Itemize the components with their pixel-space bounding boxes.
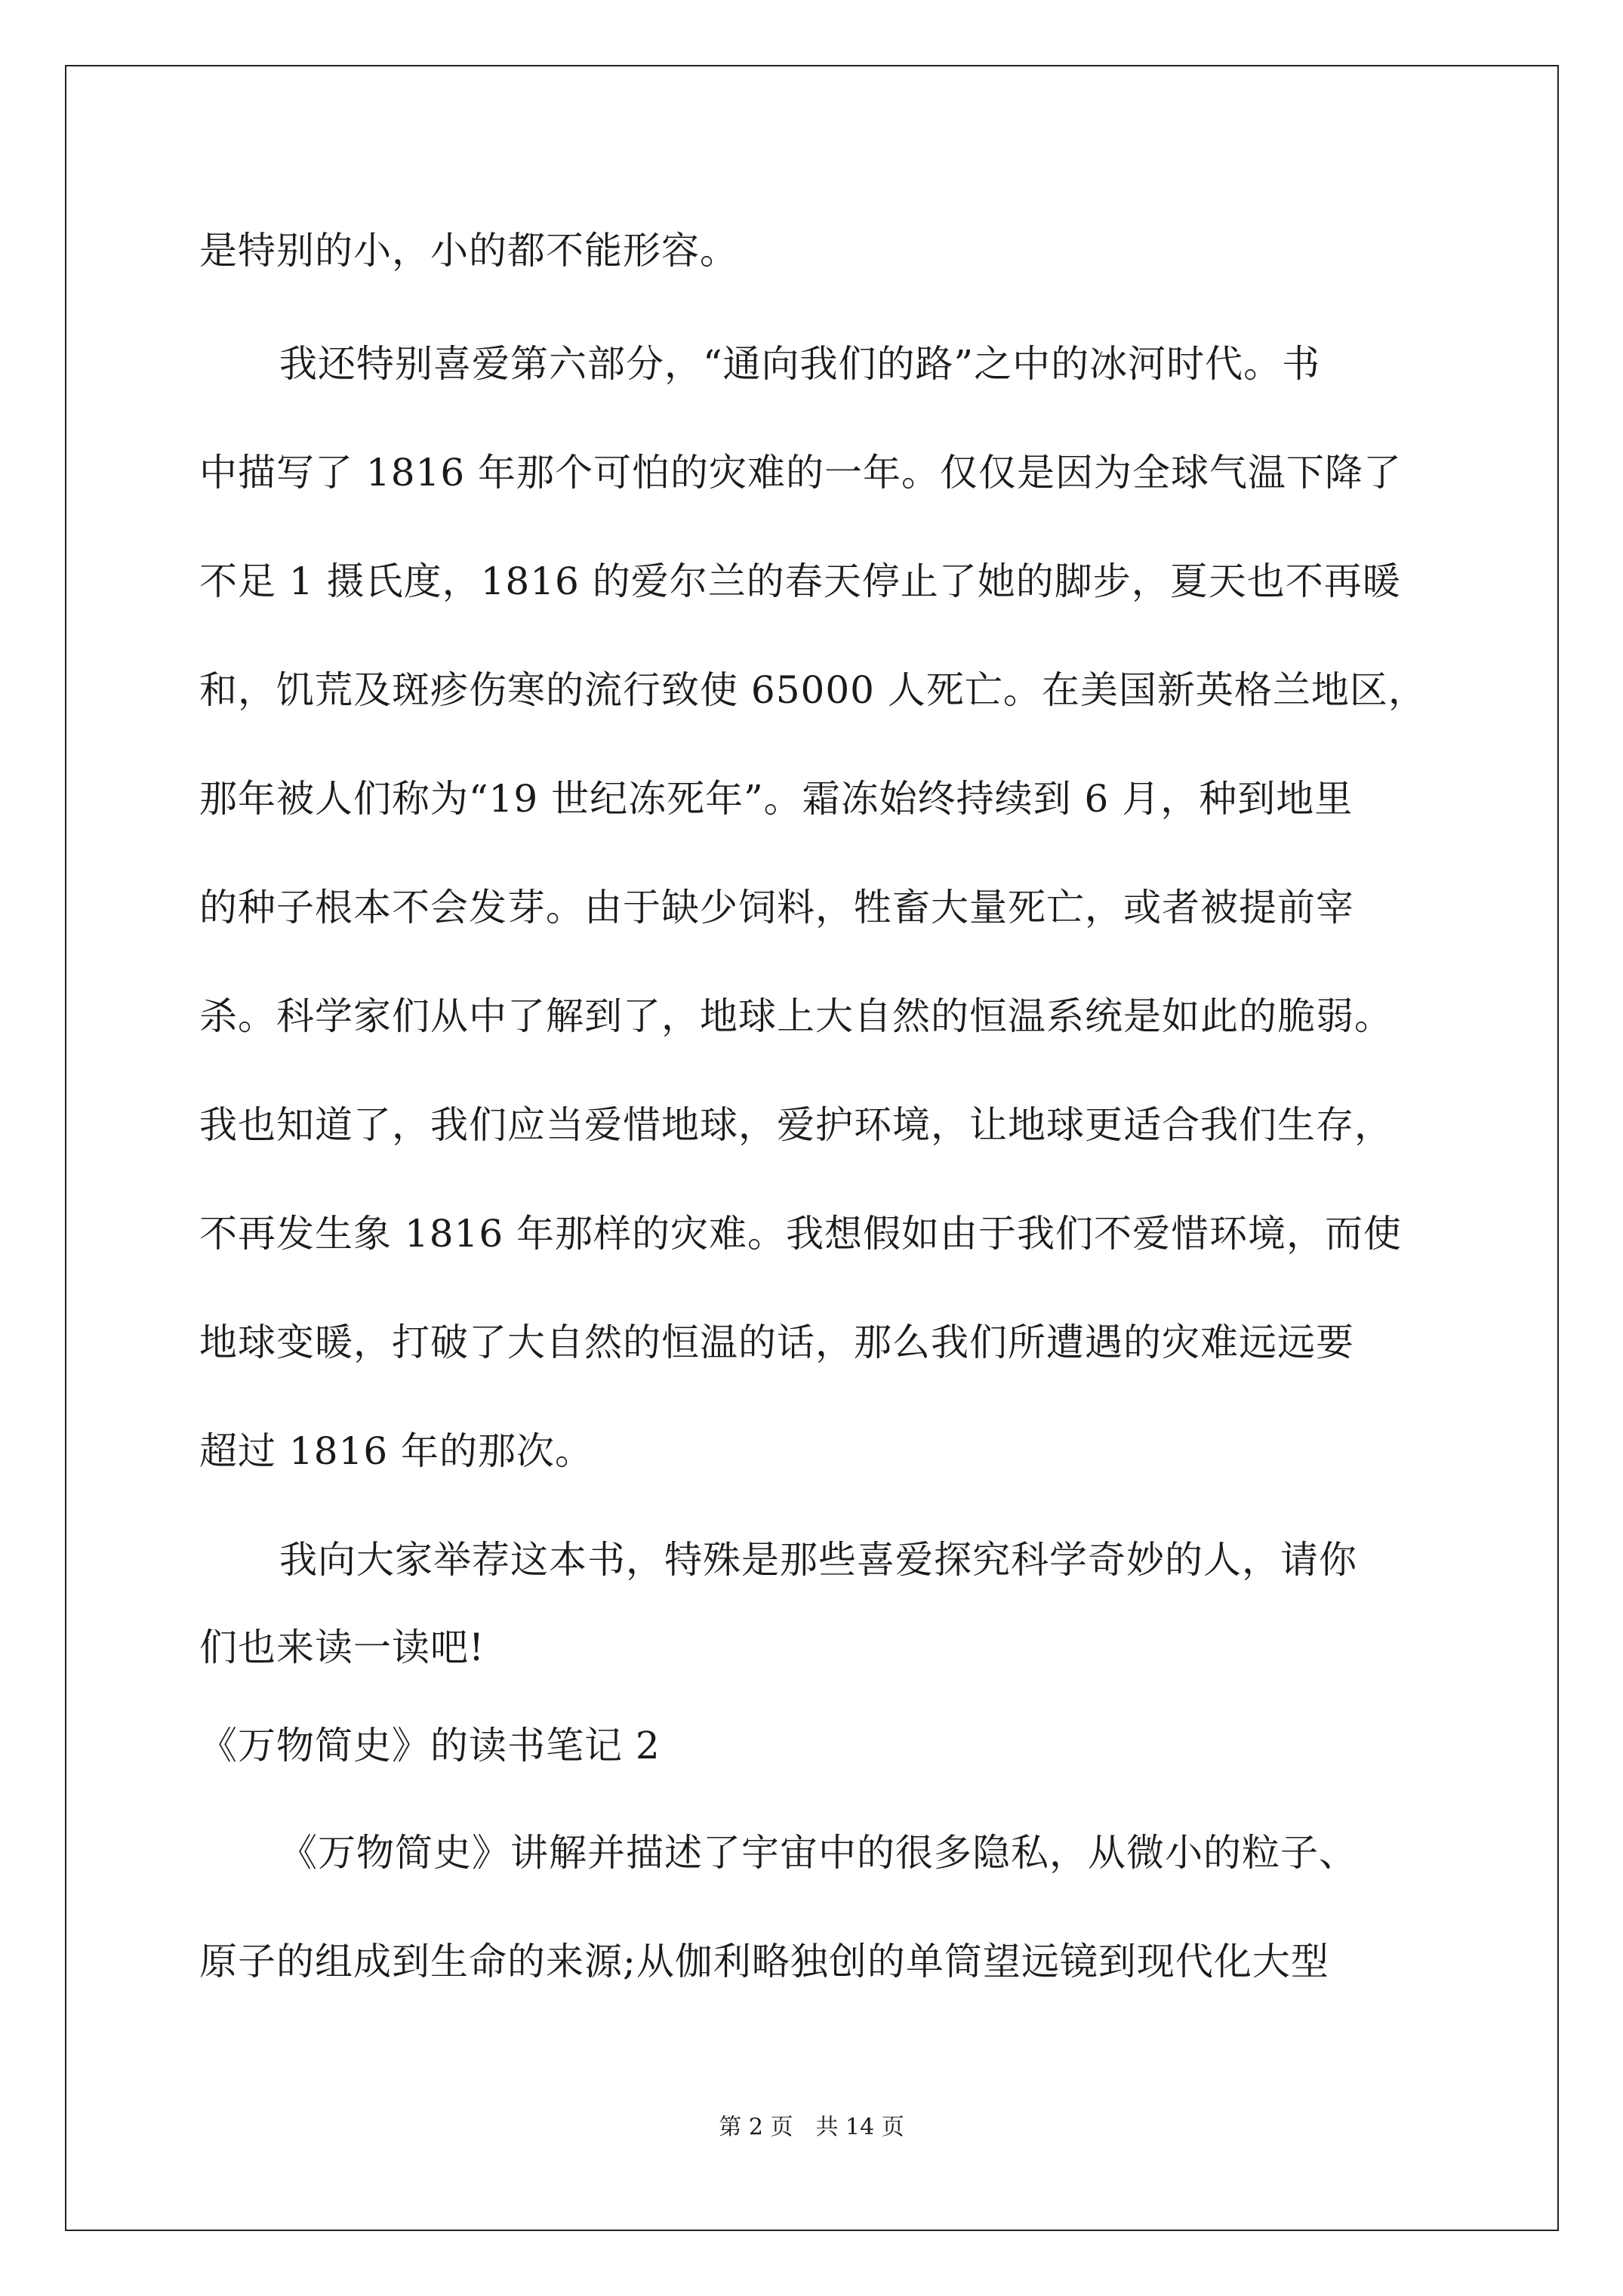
paragraph-2-line-3: 不足 1 摄氏度，1816 的爱尔兰的春天停止了她的脚步，夏天也不再暖 xyxy=(199,559,1401,603)
paragraph-3-line-1: 我向大家举荐这本书，特殊是那些喜爱探究科学奇妙的人，请你 xyxy=(279,1538,1357,1582)
page-footer xyxy=(0,2114,1623,2141)
paragraph-2-line-2: 中描写了 1816 年那个可怕的灾难的一年。仅仅是因为全球气温下降了 xyxy=(199,451,1403,495)
page-border xyxy=(65,65,1559,2231)
section-title: 《万物简史》的读书笔记 2 xyxy=(199,1724,661,1767)
paragraph-3-line-2: 们也来读一读吧! xyxy=(199,1626,485,1669)
paragraph-1-line-1: 是特别的小，小的都不能形容。 xyxy=(199,229,738,273)
paragraph-4-line-1: 《万物简史》讲解并描述了宇宙中的很多隐私，从微小的粒子、 xyxy=(279,1831,1357,1875)
paragraph-4-line-2: 原子的组成到生命的来源;从伽利略独创的单筒望远镜到现代化大型 xyxy=(199,1940,1329,1983)
paragraph-2-line-10: 地球变暖，打破了大自然的恒温的话，那么我们所遭遇的灾难远远要 xyxy=(199,1321,1354,1364)
page-number: 第 2 页 xyxy=(719,2114,793,2140)
paragraph-2-line-1: 我还特别喜爱第六部分，“通向我们的路”之中的冰河时代。书 xyxy=(279,342,1321,386)
paragraph-2-line-6: 的种子根本不会发芽。由于缺少饲料，牲畜大量死亡，或者被提前宰 xyxy=(199,886,1354,929)
paragraph-2-line-8: 我也知道了，我们应当爱惜地球，爱护环境，让地球更适合我们生存， xyxy=(199,1103,1393,1147)
paragraph-2-line-5: 那年被人们称为“19 世纪冻死年”。霜冻始终持续到 6 月，种到地里 xyxy=(199,777,1354,821)
paragraph-2-line-7: 杀。科学家们从中了解到了，地球上大自然的恒温系统是如此的脆弱。 xyxy=(199,994,1393,1038)
page-total: 共 14 页 xyxy=(815,2114,904,2140)
paragraph-2-line-9: 不再发生象 1816 年那样的灾难。我想假如由于我们不爱惜环境，而使 xyxy=(199,1212,1403,1256)
paragraph-2-line-4: 和，饥荒及斑疹伤寒的流行致使 65000 人死亡。在美国新英格兰地区， xyxy=(199,668,1427,712)
paragraph-2-line-11: 超过 1816 年的那次。 xyxy=(199,1429,594,1473)
